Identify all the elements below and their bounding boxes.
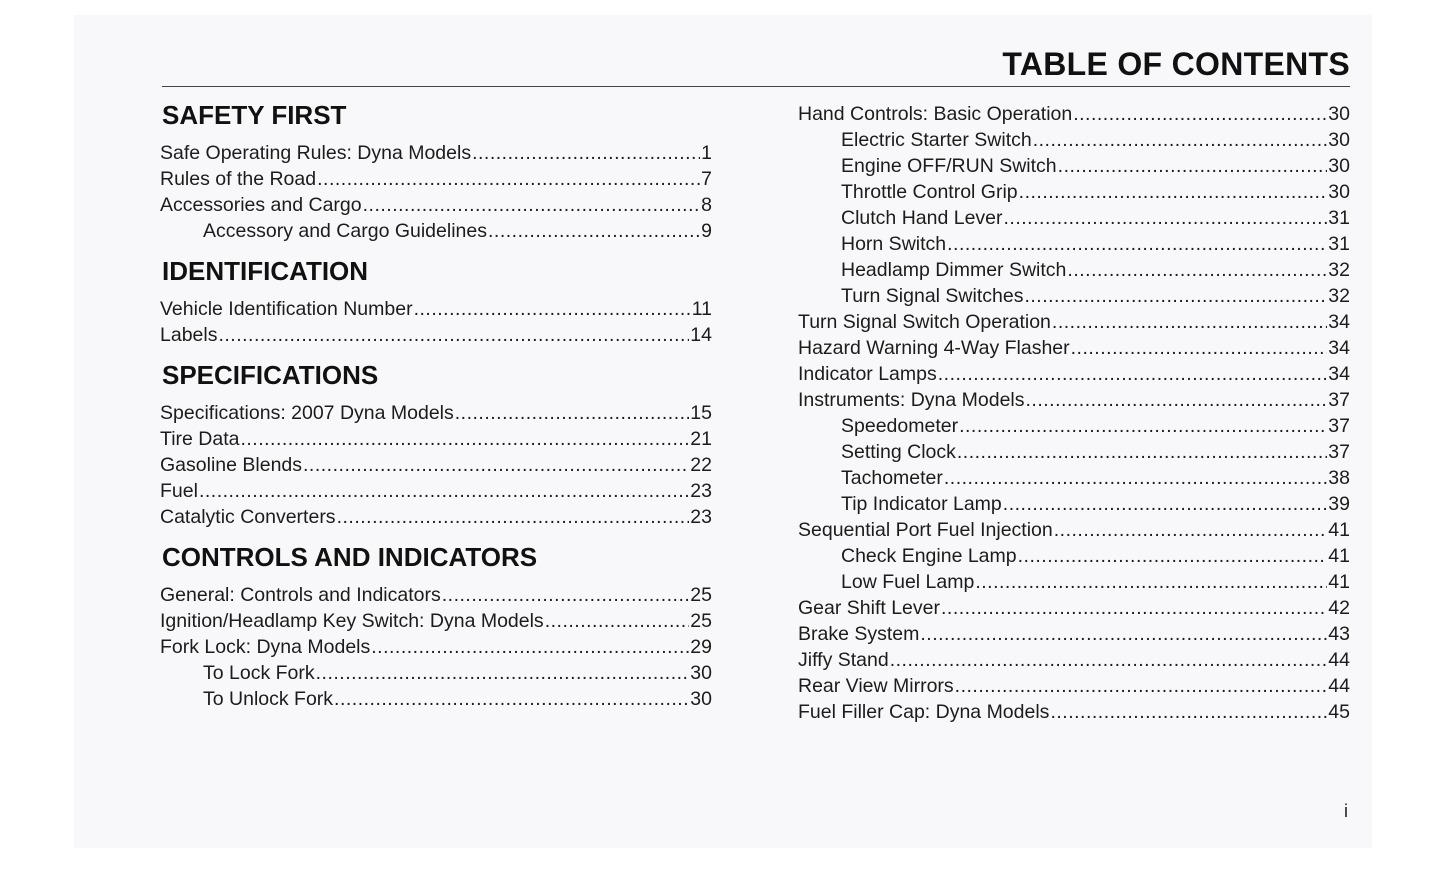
left-column: [160, 100, 712, 712]
dot-leader: [363, 192, 701, 218]
entry-page-number: 30: [690, 688, 712, 710]
section-entries: [160, 296, 712, 348]
toc-entry[interactable]: [160, 686, 712, 712]
entry-page-number: 45: [1328, 701, 1350, 723]
entry-page-number: 38: [1328, 467, 1350, 489]
entry-title: Catalytic Converters: [160, 506, 336, 528]
dot-leader: [1018, 543, 1328, 569]
toc-entry[interactable]: [798, 569, 1350, 595]
footer-page-number: i: [1344, 801, 1348, 821]
entry-page-number: 22: [690, 454, 712, 476]
dot-leader: [303, 452, 689, 478]
entry-page-number: 7: [701, 168, 712, 190]
toc-entry[interactable]: [160, 478, 712, 504]
dot-leader: [947, 231, 1327, 257]
dot-leader: [472, 140, 700, 166]
toc-entry[interactable]: [798, 231, 1350, 257]
section-heading: CONTROLS AND INDICATORS: [162, 542, 538, 572]
entry-page-number: 9: [701, 220, 712, 242]
entry-title: Electric Starter Switch: [841, 129, 1032, 151]
toc-entry[interactable]: [798, 387, 1350, 413]
entry-page-number: 31: [1328, 207, 1350, 229]
entry-title: Safe Operating Rules: Dyna Models: [160, 142, 472, 164]
toc-entry[interactable]: [798, 517, 1350, 543]
toc-entry[interactable]: [798, 621, 1350, 647]
toc-entry[interactable]: [798, 465, 1350, 491]
toc-entry[interactable]: [160, 582, 712, 608]
entry-title: Fuel Filler Cap: Dyna Models: [798, 701, 1050, 723]
dot-leader: [975, 569, 1327, 595]
entry-title: Indicator Lamps: [798, 363, 937, 385]
dot-leader: [938, 361, 1328, 387]
entry-title: Clutch Hand Lever: [841, 207, 1003, 229]
entry-page-number: 32: [1328, 285, 1350, 307]
entry-title: Sequential Port Fuel Injection: [798, 519, 1053, 541]
entry-title: Low Fuel Lamp: [841, 571, 975, 593]
entry-page-number: 30: [1328, 103, 1350, 125]
entry-title: Rear View Mirrors: [798, 675, 954, 697]
entry-page-number: 29: [690, 636, 712, 658]
toc-entry[interactable]: [160, 426, 712, 452]
entry-title: Gear Shift Lever: [798, 597, 940, 619]
entry-title: Brake System: [798, 623, 920, 645]
dot-leader: [337, 504, 690, 530]
toc-entry[interactable]: [798, 335, 1350, 361]
toc-entry[interactable]: [798, 439, 1350, 465]
entry-page-number: 23: [690, 506, 712, 528]
entry-page-number: 11: [691, 298, 712, 320]
dot-leader: [199, 478, 689, 504]
entry-page-number: 34: [1328, 363, 1350, 385]
dot-leader: [957, 439, 1327, 465]
entry-page-number: 25: [690, 610, 712, 632]
dot-leader: [890, 647, 1328, 673]
entry-title: Engine OFF/RUN Switch: [841, 155, 1057, 177]
toc-entry[interactable]: [798, 205, 1350, 231]
toc-entry[interactable]: [160, 400, 712, 426]
toc-entry[interactable]: [160, 452, 712, 478]
toc-section: [160, 542, 712, 712]
entry-title: Fork Lock: Dyna Models: [160, 636, 371, 658]
entry-title: Accessory and Cargo Guidelines: [203, 220, 487, 242]
entry-title: Specifications: 2007 Dyna Models: [160, 402, 454, 424]
toc-entry[interactable]: [160, 322, 712, 348]
dot-leader: [1071, 335, 1328, 361]
entry-title: General: Controls and Indicators: [160, 584, 441, 606]
toc-entry[interactable]: [160, 608, 712, 634]
entry-title: Accessories and Cargo: [160, 194, 362, 216]
entry-title: Turn Signal Switch Operation: [798, 311, 1051, 333]
entry-page-number: 44: [1328, 649, 1350, 671]
toc-entry[interactable]: [798, 257, 1350, 283]
toc-entry[interactable]: [798, 491, 1350, 517]
entry-page-number: 32: [1328, 259, 1350, 281]
dot-leader: [955, 673, 1328, 699]
dot-leader: [1003, 491, 1328, 517]
toc-entry[interactable]: [798, 153, 1350, 179]
entry-page-number: 30: [1328, 155, 1350, 177]
dot-leader: [334, 686, 689, 712]
right-column: [798, 101, 1350, 725]
entry-title: Labels: [160, 324, 218, 346]
entry-title: Hand Controls: Basic Operation: [798, 103, 1073, 125]
toc-entry[interactable]: [798, 127, 1350, 153]
toc-entry[interactable]: [160, 140, 712, 166]
toc-entry[interactable]: [798, 673, 1350, 699]
entry-page-number: 34: [1328, 337, 1350, 359]
toc-entry[interactable]: [798, 595, 1350, 621]
entry-page-number: 37: [1328, 415, 1350, 437]
toc-entry[interactable]: [798, 699, 1350, 725]
toc-entry[interactable]: [160, 634, 712, 660]
entry-page-number: 43: [1328, 623, 1350, 645]
entry-title: Instruments: Dyna Models: [798, 389, 1025, 411]
entry-title: Tire Data: [160, 428, 240, 450]
dot-leader: [1058, 153, 1328, 179]
section-entries: [160, 582, 712, 712]
entry-title: Ignition/Headlamp Key Switch: Dyna Models: [160, 610, 544, 632]
dot-leader: [218, 322, 689, 348]
entry-title: Throttle Control Grip: [841, 181, 1018, 203]
section-heading: IDENTIFICATION: [162, 256, 369, 286]
entry-page-number: 31: [1328, 233, 1350, 255]
entry-title: Turn Signal Switches: [841, 285, 1024, 307]
dot-leader: [1004, 205, 1328, 231]
section-heading: SAFETY FIRST: [162, 100, 347, 130]
toc-entry[interactable]: [798, 179, 1350, 205]
entry-title: Jiffy Stand: [798, 649, 889, 671]
dot-leader: [1067, 257, 1327, 283]
entry-page-number: 30: [1328, 181, 1350, 203]
dot-leader: [488, 218, 700, 244]
entry-page-number: 30: [1328, 129, 1350, 151]
entry-page-number: 41: [1328, 571, 1350, 593]
dot-leader: [1073, 101, 1327, 127]
dot-leader: [240, 426, 689, 452]
entry-title: Setting Clock: [841, 441, 956, 463]
toc-entry[interactable]: [798, 283, 1350, 309]
dot-leader: [1026, 387, 1328, 413]
toc-entry[interactable]: [798, 543, 1350, 569]
entry-page-number: 37: [1328, 389, 1350, 411]
dot-leader: [1052, 309, 1327, 335]
section-heading: SPECIFICATIONS: [162, 360, 379, 390]
toc-entry[interactable]: [798, 647, 1350, 673]
entry-page-number: 30: [690, 662, 712, 684]
entry-page-number: 37: [1328, 441, 1350, 463]
dot-leader: [944, 465, 1327, 491]
entry-page-number: 23: [690, 480, 712, 502]
entry-title: Rules of the Road: [160, 168, 317, 190]
toc-entry[interactable]: [160, 192, 712, 218]
dot-leader: [371, 634, 689, 660]
entry-page-number: 25: [690, 584, 712, 606]
toc-section: [160, 100, 712, 244]
dot-leader: [959, 413, 1327, 439]
title-divider: [162, 86, 1350, 87]
toc-entry[interactable]: [798, 101, 1350, 127]
toc-section: [160, 256, 712, 348]
entry-title: Tip Indicator Lamp: [841, 493, 1002, 515]
dot-leader: [545, 608, 690, 634]
entry-title: Fuel: [160, 480, 198, 502]
toc-entry[interactable]: [160, 504, 712, 530]
toc-entry[interactable]: [798, 413, 1350, 439]
section-entries: [160, 140, 712, 244]
dot-leader: [1019, 179, 1328, 205]
dot-leader: [1054, 517, 1328, 543]
entry-page-number: 44: [1328, 675, 1350, 697]
toc-entry[interactable]: [798, 309, 1350, 335]
entry-page-number: 1: [701, 142, 712, 164]
entry-page-number: 21: [690, 428, 712, 450]
entry-title: Tachometer: [841, 467, 943, 489]
entry-page-number: 14: [690, 324, 712, 346]
toc-section: [160, 360, 712, 530]
entry-title: Hazard Warning 4-Way Flasher: [798, 337, 1070, 359]
dot-leader: [941, 595, 1327, 621]
entry-page-number: 41: [1328, 545, 1350, 567]
dot-leader: [316, 660, 690, 686]
entry-page-number: 34: [1328, 311, 1350, 333]
entry-page-number: 15: [690, 402, 712, 424]
entry-title: Vehicle Identification Number: [160, 298, 413, 320]
dot-leader: [455, 400, 690, 426]
dot-leader: [317, 166, 700, 192]
entry-page-number: 41: [1328, 519, 1350, 541]
toc-entry[interactable]: [160, 218, 712, 244]
entry-title: Horn Switch: [841, 233, 947, 255]
page-title: TABLE OF CONTENTS: [1002, 46, 1350, 82]
entry-title: To Lock Fork: [203, 662, 315, 684]
entry-page-number: 42: [1328, 597, 1350, 619]
dot-leader: [1050, 699, 1327, 725]
section-entries: [160, 400, 712, 530]
dot-leader: [1024, 283, 1327, 309]
entry-page-number: 39: [1328, 493, 1350, 515]
entry-title: Check Engine Lamp: [841, 545, 1017, 567]
toc-entry[interactable]: [160, 660, 712, 686]
dot-leader: [1033, 127, 1328, 153]
dot-leader: [414, 296, 691, 322]
toc-entry[interactable]: [160, 296, 712, 322]
toc-entry[interactable]: [160, 166, 712, 192]
entry-title: Headlamp Dimmer Switch: [841, 259, 1067, 281]
entry-title: Speedometer: [841, 415, 959, 437]
dot-leader: [442, 582, 690, 608]
entry-title: To Unlock Fork: [203, 688, 334, 710]
entry-title: Gasoline Blends: [160, 454, 303, 476]
dot-leader: [920, 621, 1327, 647]
toc-entry[interactable]: [798, 361, 1350, 387]
entry-page-number: 8: [701, 194, 712, 216]
